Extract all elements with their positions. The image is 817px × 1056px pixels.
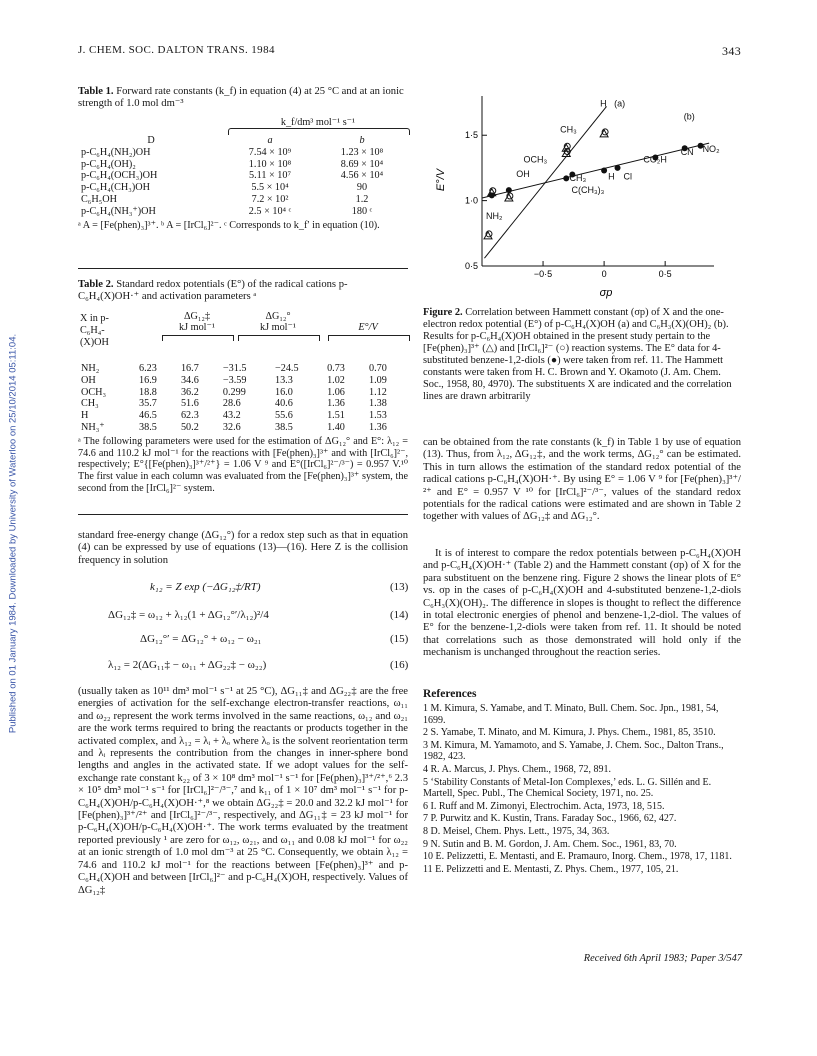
table1-cell-a: 5.11 × 10⁷ [249, 170, 292, 182]
x-tick-label: 0·5 [658, 269, 672, 279]
table2-cell: 46.5 [139, 410, 157, 422]
x-axis-label: σp [599, 287, 613, 299]
y-tick-label: 0·5 [464, 261, 478, 271]
substituent-label: C(CH₃)₃ [571, 184, 605, 195]
table2-cell-x: NH₂ [81, 363, 100, 374]
table1-cell-b: 8.69 × 10⁴ [340, 158, 384, 170]
substituent-label: Cl [623, 171, 633, 182]
table-row [78, 159, 408, 171]
body-paragraph: It is of interest to compare the redox potentials between p-C₆H₄(X)OH and p-C₆H₄(X)OH·⁺ (Table 2) and the Hammett constant (σp) of X for the para substituent on the benzene ring. Figure 2 shows the linear plots of E° vs. σp in the cases of p-C₆H₄(X)OH and 4-substituted benzene-1,2-diols C₆H₃(X)(OH)₂. The difference in slopes is thought to reflect the difference in total electronic energies of phenol and benzene-1,2-diol. The values of E° for the benzene-1,2-diols were taken from ref. 11. It should be noted that correlations such as those demonstrated will hold only if the mechanism is unchanged throughout the reaction series. [423, 548, 741, 659]
equation-number: (15) [390, 633, 409, 645]
equation-expr: ΔG₁₂‡ = ω₁₂ + λ₁₂(1 + ΔG₁₂°′/λ₁₂)²/4 [108, 609, 269, 621]
substituent-label: NO₂ [702, 144, 720, 155]
figure2-caption-text: Correlation between Hammett constant (σp) of X and the one-electron redox potential (E°) of p-C₆H₄(X)OH (a) and C₆H₃(X)(OH)₂ (b). Results for p-C₆H₄(X)OH obtained in the present study pertain to the [Fe(phen)₃]³⁺ (△) and [IrCl₆]²⁻ (○) reaction systems. The E° data for 4-substituted benzene-1,2-diols (●) were taken from ref. 11. The Hammett constants were taken from H. C. Brown and Y. Okamoto (J. Am. Chem. Soc., 1958, 80, 4970). The substituents X are indicated and the correlation lines are drawn arbitrarily [423, 307, 732, 402]
table1 [78, 117, 408, 231]
body-paragraph: can be obtained from the rate constants (k_f) in Table 1 by use of equation (13). Thus, from λ₁₂, ΔG₁₂‡, and the work terms, ΔG₁₂° can be estimated. This in turn allows the estimation of the standard redox potential of the radical cations p-C₆H₄(X)OH·⁺. By using E° = 1.06 V ⁹ for [Fe(phen)₃]³⁺/²⁺ and E° = 0.957 V ¹⁰ for [IrCl₆]²⁻/³⁻, values of the standard redox potentials for the radical cations were estimated and are shown in Table 2 together with values of ΔG₁₂‡ and ΔG₁₂°. [423, 437, 741, 523]
reference-item: 2 S. Yamabe, T. Minato, and M. Kimura, J. Phys. Chem., 1981, 85, 3510. [423, 727, 716, 739]
table2-cell: 43.2 [222, 410, 241, 422]
table1-caption-text: Forward rate constants (k_f) in equation (4) at 25 °C and at an ionic strength of 1.0 mol dm⁻³ [78, 86, 404, 110]
substituent-label: NH₂ [486, 210, 503, 221]
x-tick-label: −0·5 [533, 269, 553, 279]
substituent-label: OH [516, 169, 530, 180]
y-axis-label: E°/V [435, 168, 447, 192]
table2-footnote: ᵃ The following parameters were used for the estimation of ΔG₁₂° and E°: λ₁₂ = 74.6 and 110.2 kJ mol⁻¹ for the reactions with [Fe(phen)₃]³⁺ and with [IrCl₆]²⁻, respectively; E°{[Fe(phen)₃]³⁺/²⁺} = 1.06 V ⁹ and E°([IrCl₆]²⁻/³⁻) = 0.957 V.¹⁰ The first value in each column was evaluated from the [Fe(phen)₃]³⁺ system, the second from the [IrCl₆]²⁻ system. [78, 435, 408, 494]
equation-number: (16) [390, 659, 409, 671]
table2-cell: 34.6 [180, 374, 199, 386]
equation-number: (13) [390, 581, 409, 593]
table2-cell: 38.5 [139, 421, 157, 433]
equation-16 [90, 659, 410, 673]
reference-item: 3 M. Kimura, M. Yamamoto, and S. Yamabe, J. Chem. Soc., Dalton Trans., 1982, 423. [423, 739, 724, 763]
page-number: 343 [722, 44, 742, 58]
table1-caption [78, 86, 408, 111]
table2-cell: 1.53 [369, 410, 387, 422]
reference-item: 5 ‘Stability Constants of Metal-Ion Complexes,’ eds. L. G. Sillén and E. Martell, Spec. Publ., The Chemical Society, 1971, no. 25. [423, 776, 712, 800]
x-tick-label: 0 [601, 269, 607, 279]
table-row [78, 410, 408, 422]
table2-cell: 1.51 [327, 410, 345, 422]
table-row [78, 422, 408, 434]
table2-cell: 0.73 [327, 363, 345, 374]
table2-cell: 28.6 [222, 398, 241, 410]
table2-col-e: E°/V [358, 322, 378, 333]
reference-item: 11 E. Pelizzetti and E. Mentasti, Z. Phys. Chem., 1977, 105, 21. [423, 863, 679, 875]
substituent-label: OCH₃ [523, 154, 548, 165]
table-row [78, 206, 408, 218]
table2-cell: 18.8 [139, 386, 157, 398]
table2-cell: 0.70 [369, 363, 387, 374]
table1-col-d: D [147, 135, 155, 146]
table1-cell-d: p-C₆H₄(OH)₂ [81, 158, 136, 170]
received-line: Received 6th April 1983; Paper 3/547 [583, 953, 742, 964]
table2-cell-x: OCH₃ [81, 386, 107, 398]
table1-grid [78, 135, 408, 218]
body-paragraph: standard free-energy change (ΔG₁₂°) for a redox step such as that in equation (4) can be expressed by use of equations (13)—(16). Here Z is the collision frequency in solution [78, 530, 408, 566]
substituent-label: CH₃ [569, 173, 587, 183]
table2-col-g12o: ΔG₁₂° [265, 311, 291, 322]
table2-cell: 1.38 [369, 398, 387, 410]
table1-cell-b: 90 [356, 182, 368, 194]
table2-caption [78, 279, 408, 304]
table1-cell-d: p-C₆H₄(OCH₃)OH [81, 170, 158, 182]
table-row [78, 147, 408, 159]
figure2-caption [423, 307, 741, 403]
reference-item: 7 P. Purwitz and K. Kustin, Trans. Faraday Soc., 1966, 62, 427. [423, 813, 677, 825]
table2-cell: 6.23 [139, 363, 157, 374]
table2-cell: 1.02 [327, 374, 345, 386]
substituent-label: (b) [683, 111, 695, 122]
table2-label: Table 2. [78, 279, 114, 290]
table2-cell: 62.3 [180, 410, 199, 422]
table2 [78, 311, 408, 495]
substituent-label: H [608, 171, 615, 182]
table1-footnote: ᵃ A = [Fe(phen)₃]³⁺. ᵇ A = [IrCl₆]²⁻. ᶜ Corresponds to k_f′ in equation (10). [78, 219, 380, 231]
table2-cell: 1.40 [327, 421, 345, 433]
substituent-label: CH₃ [560, 124, 577, 135]
table1-unit-header: k_f/dm³ mol⁻¹ s⁻¹ [280, 117, 356, 128]
table1-cell-a: 1.10 × 10⁸ [248, 158, 292, 170]
table2-cell-x: OH [81, 374, 96, 386]
equation-14 [90, 609, 410, 623]
table2-cell: −3.59 [222, 374, 247, 386]
filled-point [563, 175, 569, 181]
table1-cell-d: p-C₆H₄(CH₃)OH [81, 182, 150, 194]
table2-cell-x: NH₃⁺ [81, 421, 105, 433]
table-row [78, 387, 408, 399]
table2-cell: 51.6 [180, 398, 199, 410]
table2-cell: 0.299 [222, 386, 246, 398]
table1-cell-a: 2.5 × 10⁴ ᶜ [248, 205, 292, 217]
filled-point [615, 165, 621, 171]
table2-brace-e [328, 335, 410, 341]
table2-cell: 13.3 [274, 374, 293, 386]
table1-bottom-rule [78, 268, 408, 269]
table2-brace-g12 [162, 335, 234, 341]
table1-cell-b: 1.23 × 10⁸ [340, 146, 384, 158]
equation-number: (14) [390, 609, 409, 621]
y-tick-label: 1·5 [464, 130, 478, 141]
table1-cell-b: 180 ᶜ [351, 205, 373, 217]
table2-grid [78, 363, 408, 434]
table1-cell-b: 4.56 × 10⁴ [340, 170, 384, 182]
table1-cell-d: C₆H₅OH [81, 193, 117, 205]
table2-caption-text: Standard redox potentials (E°) of the radical cations p-C₆H₄(X)OH·⁺ and activation parameters ᵃ [78, 279, 348, 303]
filled-point [601, 168, 607, 174]
table2-cell-x: CH₃ [81, 398, 99, 410]
table-row [78, 363, 408, 375]
table1-cell-a: 7.54 × 10⁹ [248, 146, 292, 158]
table2-cell: 1.36 [327, 398, 345, 410]
table2-cell: 36.2 [180, 386, 199, 398]
table1-cell-d: p-C₆H₄(NH₂)OH [81, 146, 151, 158]
reference-item: 9 N. Sutin and B. M. Gordon, J. Am. Chem. Soc., 1961, 83, 70. [423, 838, 677, 850]
equation-13 [90, 581, 410, 595]
table-row [78, 182, 408, 194]
table2-col-g12o-unit: kJ mol⁻¹ [260, 322, 296, 333]
table-row [78, 375, 408, 387]
table2-col-x: X in p-C₆H₄-(X)OH [80, 313, 109, 348]
table2-col-g12: ΔG₁₂‡ [183, 311, 211, 322]
table-row [78, 194, 408, 206]
table2-cell: 1.09 [369, 374, 387, 386]
table1-cell-a: 7.2 × 10² [251, 193, 289, 205]
figure2-label: Figure 2. [423, 307, 463, 318]
substituent-label: (a) [614, 98, 626, 109]
watermark-text: Published on 01 January 1984. Downloaded by University of Waterloo on 25/10/2014 05:11:04. [7, 333, 19, 734]
figure2-plot [430, 88, 720, 300]
table2-cell: −24.5 [274, 363, 299, 374]
reference-item: 10 E. Pelizzetti, E. Mentasti, and E. Pramauro, Inorg. Chem., 1978, 17, 1181. [423, 851, 732, 863]
table2-cell: 16.9 [139, 374, 157, 386]
body-paragraph: (usually taken as 10¹¹ dm³ mol⁻¹ s⁻¹ at 25 °C), ΔG₁₁‡ and ΔG₂₂‡ are the free energies of activation for the self-exchange electron-transfer reactions, ω₁₁ and ω₂₂ represent the work terms involved in the same reactions, ω₁₂ and ω₂₁ are the work terms required to bring the reactants or products together in the activated complex, and λ₁₂ = λᵢ + λₒ where λₒ is the solvent reorientation term and λᵢ represents the contribution from the changes in inner-sphere bond lengths and angles in the activated state. If we adopt values for the self-exchange rate constant k₂₂ of 3 × 10⁸ dm³ mol⁻¹ s⁻¹ for [Fe(phen)₃]³⁺/²⁺,⁶ 2.3 × 10⁵ dm³ mol⁻¹ s⁻¹ for [IrCl₆]²⁻/³⁻,⁷ and k₁₁ of 1 × 10⁷ dm³ mol⁻¹ s⁻¹ for p-C₆H₄(X)OH/p-C₆H₄(X)OH·⁺,⁸ we obtain ΔG₂₂‡ = 20.0 and 32.2 kJ mol⁻¹ for [Fe(phen)₃]³⁺/²⁺ and [IrCl₆]²⁻/³⁻, respectively, and ΔG₁₁‡ = 23 kJ mol⁻¹ for p-C₆H₄(X)OH/p-C₆H₄(X)OH·⁺. The work terms evaluated by the treatment reported previously ¹ are zero for ω₁₂, ω₂₁, and ω₁₁ and 0.08 kJ mol⁻¹ for ω₂₂ at an ionic strength of 1.0 mol dm⁻³ at 25 °C. Consequently, we obtain λ₁₂ = 74.6 and 110.2 kJ mol⁻¹ for the reactions between [Fe(phen)₃]³⁺ and p-C₆H₄(X)OH and between [IrCl₆]²⁻ and p-C₆H₄(X)OH, respectively. Values of ΔG₁₂‡ [78, 686, 408, 896]
table2-cell: 32.6 [222, 421, 241, 433]
table2-cell: 40.6 [274, 398, 293, 410]
table2-header [78, 311, 408, 363]
equation-15 [90, 633, 410, 647]
reference-item: 6 I. Ruff and M. Zimonyi, Electrochim. Acta, 1973, 18, 515. [423, 800, 665, 812]
table-row [78, 170, 408, 182]
substituent-label: CO₂H [643, 154, 667, 165]
y-tick-label: 1·0 [464, 195, 478, 206]
equation-expr: λ₁₂ = 2(ΔG₁₁‡ − ω₁₁ + ΔG₂₂‡ − ω₂₂) [108, 659, 267, 671]
table2-cell-x: H [81, 410, 89, 422]
table2-cell: 1.36 [369, 421, 387, 433]
equation-expr: k₁₂ = Z exp (−ΔG₁₂‡/RT) [150, 581, 261, 593]
table1-col-a: a [267, 135, 273, 146]
references-heading: References [423, 688, 477, 700]
table1-col-b: b [359, 135, 365, 146]
table2-cell: 16.0 [274, 386, 293, 398]
filled-point [489, 192, 495, 198]
substituent-label: H [600, 98, 607, 109]
table1-cell-b: 1.2 [355, 193, 369, 205]
running-head: J. CHEM. SOC. DALTON TRANS. 1984 [78, 44, 275, 56]
table2-cell: 16.7 [180, 363, 199, 374]
table2-cell: 50.2 [180, 421, 199, 433]
table2-col-g12-unit: kJ mol⁻¹ [179, 322, 215, 333]
table1-brace [228, 128, 410, 135]
reference-item: 4 R. A. Marcus, J. Phys. Chem., 1968, 72, 891. [423, 763, 612, 775]
table1-cell-a: 5.5 × 10⁴ [251, 182, 289, 194]
table1-cell-d: p-C₆H₄(NH₃⁺)OH [81, 205, 156, 217]
triangle-point [600, 130, 608, 137]
table2-bottom-rule [78, 514, 408, 515]
table2-brace-g12o [238, 335, 320, 341]
filled-point [506, 187, 512, 193]
table-row [78, 398, 408, 410]
download-watermark [3, 190, 17, 880]
table2-cell: 1.12 [369, 386, 387, 398]
triangle-point [484, 232, 492, 239]
table2-cell: 55.6 [274, 410, 293, 422]
table2-cell: 1.06 [327, 386, 345, 398]
references-list [423, 703, 741, 876]
table2-cell: 38.5 [274, 421, 293, 433]
table2-cell: −31.5 [222, 363, 247, 374]
substituent-label: CN [680, 146, 694, 157]
reference-item: 1 M. Kimura, S. Yamabe, and T. Minato, Bull. Chem. Soc. Jpn., 1981, 54, 1699. [423, 703, 719, 726]
table1-label: Table 1. [78, 86, 114, 97]
table2-cell: 35.7 [139, 398, 157, 410]
reference-item: 8 D. Meisel, Chem. Phys. Lett., 1975, 34, 363. [423, 825, 610, 837]
triangle-point [505, 194, 513, 201]
equation-expr: ΔG₁₂°′ = ΔG₁₂° + ω₁₂ − ω₂₁ [140, 633, 262, 645]
